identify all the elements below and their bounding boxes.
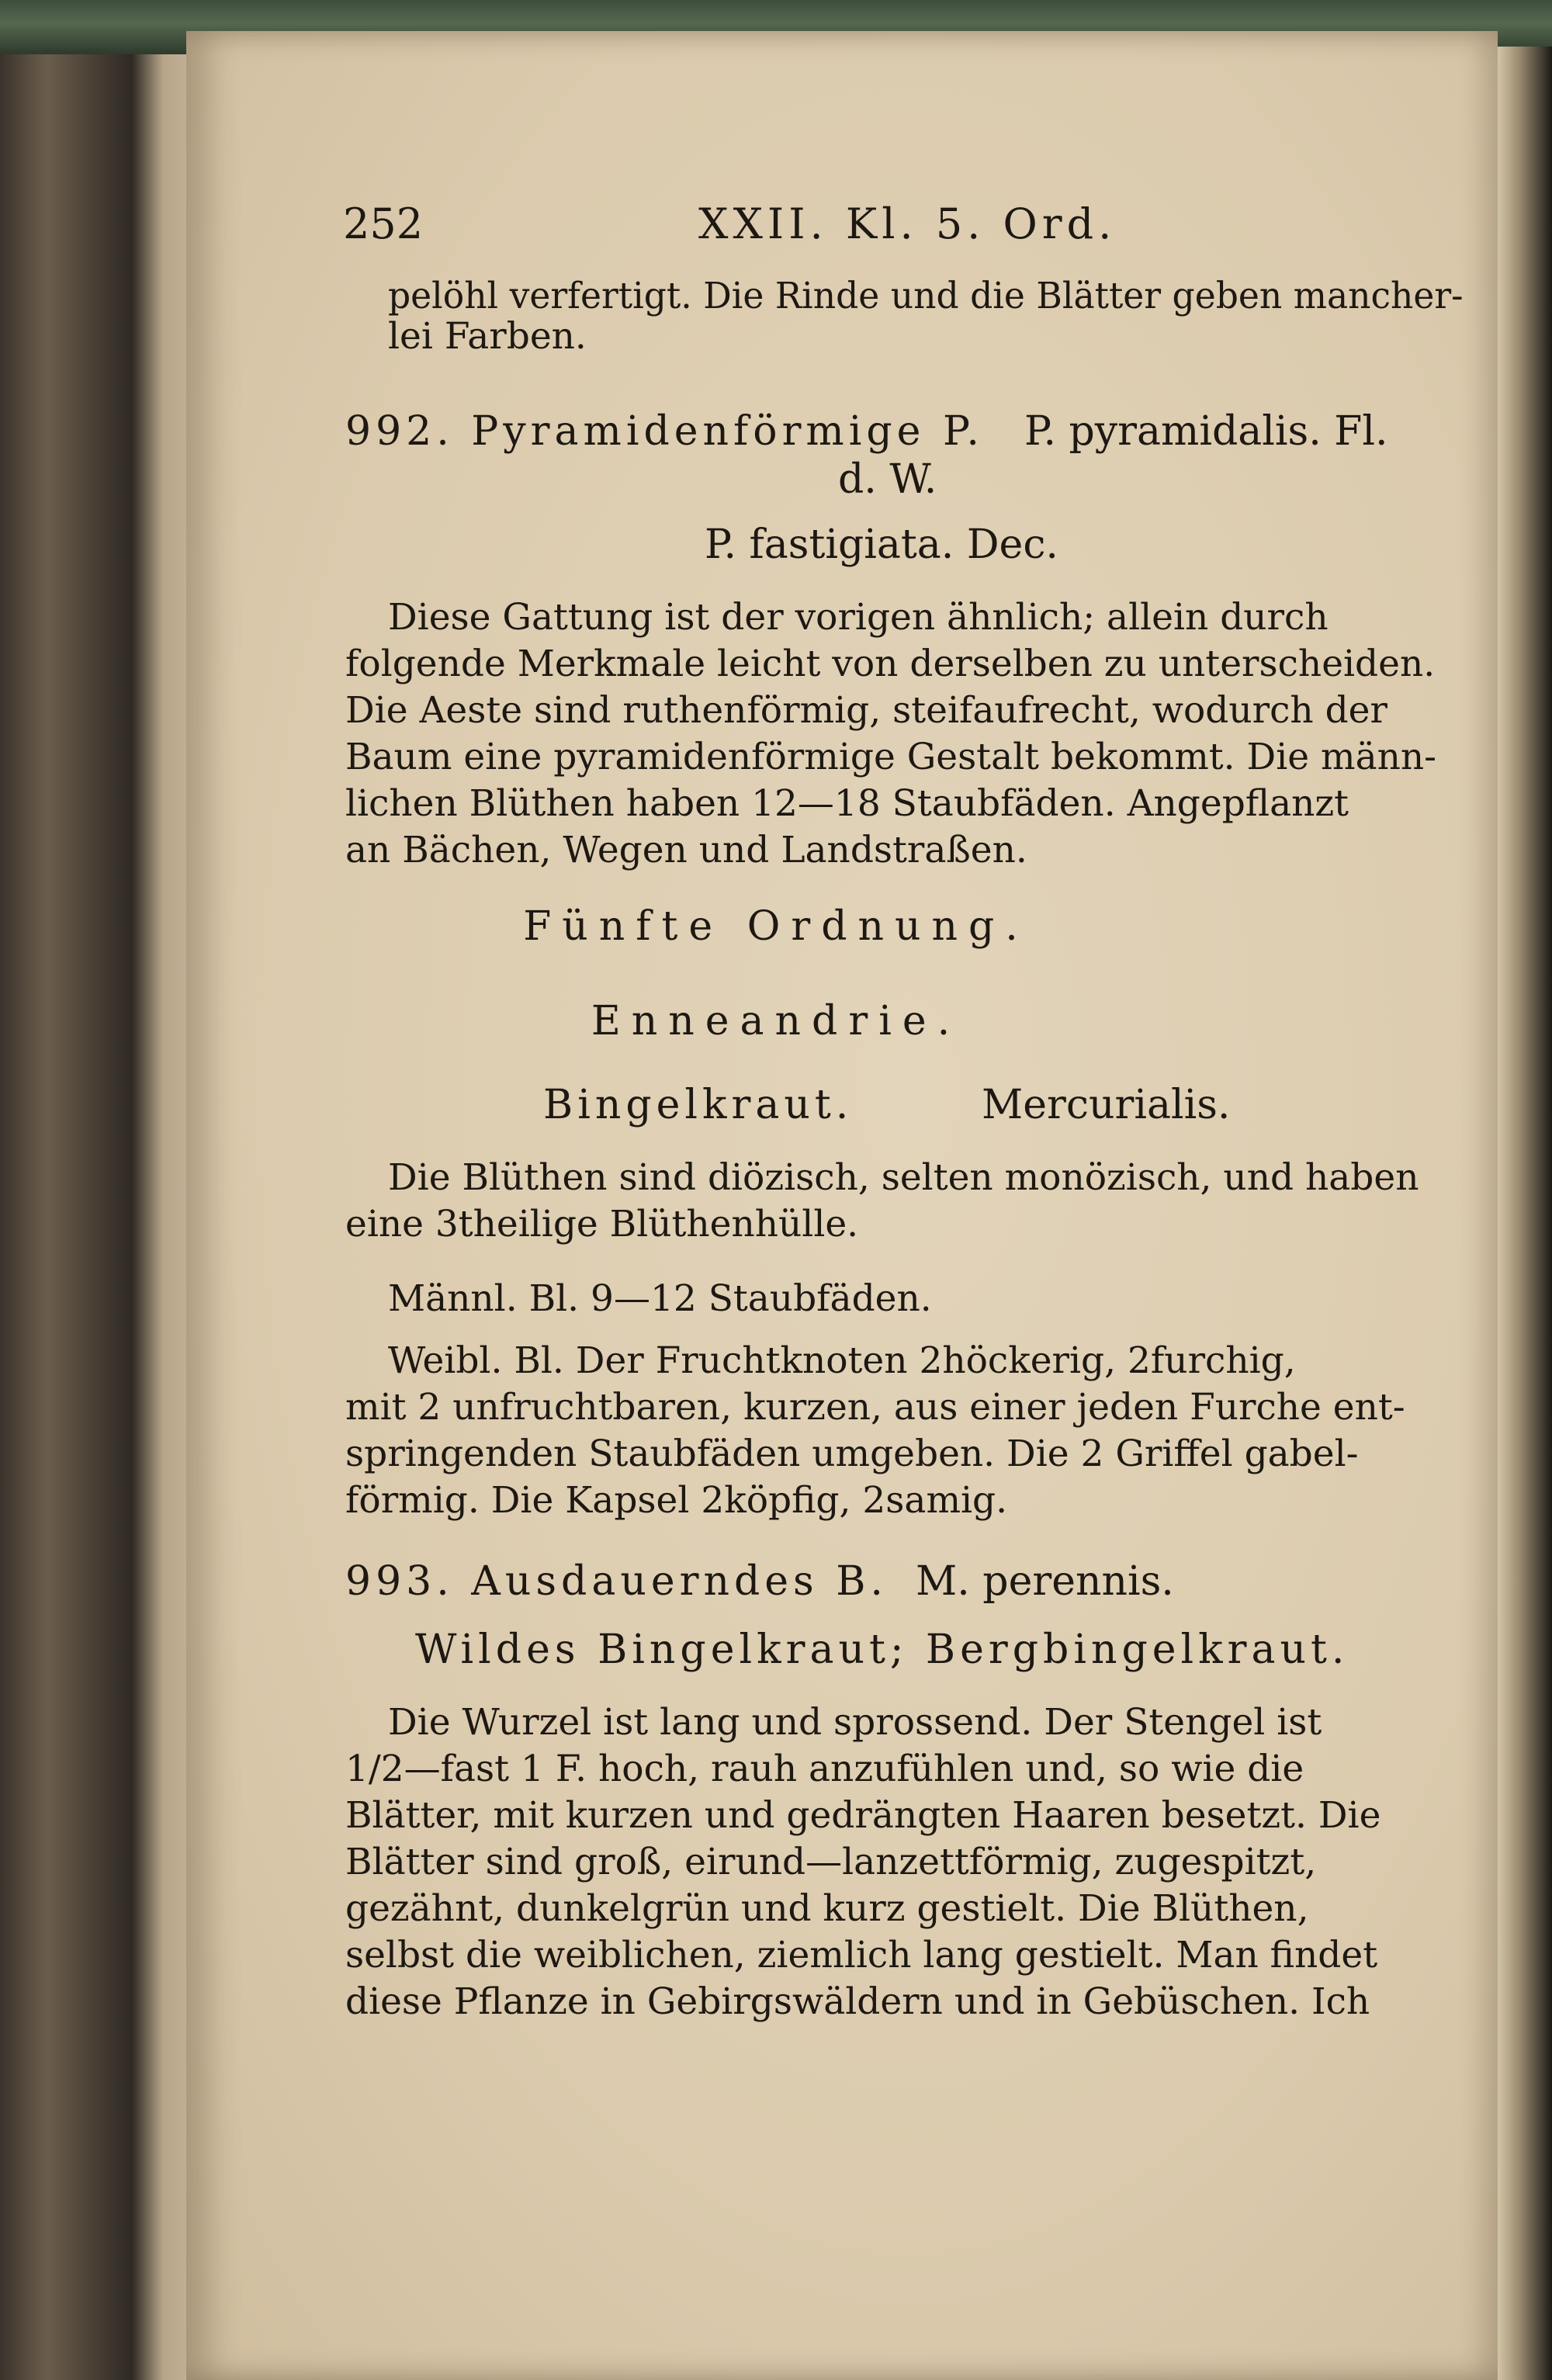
running-head: XXII. Kl. 5. Ord. [698, 199, 1117, 248]
species-latin-name: d. W. [838, 456, 937, 503]
genus-heading: Bingelkraut. [543, 1082, 854, 1128]
text-line: selbst die weiblichen, ziemlich lang gestielt. Man findet [345, 1934, 1378, 1976]
text-line: Die Wurzel ist lang und sprossend. Der Stengel ist [388, 1701, 1322, 1744]
text-line: eine 3theilige Blüthenhülle. [345, 1203, 859, 1245]
text-line: gezähnt, dunkelgrün und kurz gestielt. Die Blüthen, [345, 1887, 1309, 1930]
species-heading: 992. Pyramidenförmige P. [345, 408, 984, 455]
text-line: lei Farben. [388, 315, 587, 358]
text-line: Diese Gattung ist der vorigen ähnlich; allein durch [388, 596, 1329, 639]
text-line: mit 2 unfruchtbaren, kurzen, aus einer jeden Furche ent- [345, 1386, 1405, 1429]
text-line: folgende Merkmale leicht von derselben zu unterscheiden. [345, 643, 1436, 685]
text-line: Weibl. Bl. Der Fruchtknoten 2höckerig, 2furchig, [388, 1339, 1296, 1382]
text-line: Blätter sind groß, eirund—lanzettförmig, zugespitzt, [345, 1841, 1317, 1883]
class-heading: Enneandrie. [591, 998, 961, 1044]
text-line: Die Blüthen sind diözisch, selten monözisch, und haben [388, 1156, 1419, 1199]
text-line: 1/2—fast 1 F. hoch, rauh anzufühlen und, so wie die [345, 1748, 1304, 1790]
text-line: diese Pflanze in Gebirgswäldern und in Gebüschen. Ich [345, 1980, 1370, 2023]
text-line: Baum eine pyramidenförmige Gestalt bekommt. Die männ- [345, 736, 1437, 778]
common-names: Wildes Bingelkraut; Bergbingelkraut. [415, 1627, 1349, 1673]
text-line: förmig. Die Kapsel 2köpfig, 2samig. [345, 1479, 1008, 1522]
text-line: Die Aeste sind ruthenförmig, steifaufrecht, wodurch der [345, 689, 1387, 732]
species-heading: 993. Ausdauerndes B. [345, 1558, 888, 1605]
species-synonym: P. fastigiata. Dec. [705, 521, 1058, 568]
species-latin-name: M. perennis. [916, 1558, 1174, 1605]
text-line: pelöhl verfertigt. Die Rinde und die Blätter geben mancher- [388, 275, 1464, 317]
page-number: 252 [343, 199, 424, 248]
text-line: an Bächen, Wegen und Landstraßen. [345, 829, 1027, 871]
text-line: Blätter, mit kurzen und gedrängten Haaren besetzt. Die [345, 1794, 1381, 1837]
text-line: lichen Blüthen haben 12—18 Staubfäden. Angepflanzt [345, 782, 1349, 825]
order-heading: Fünfte Ordnung. [523, 903, 1029, 950]
text-line: Männl. Bl. 9—12 Staubfäden. [388, 1277, 932, 1320]
text-line: springenden Staubfäden umgeben. Die 2 Griffel gabel- [345, 1433, 1359, 1475]
genus-latin-name: Mercurialis. [982, 1082, 1231, 1128]
species-latin-name: P. pyramidalis. Fl. [1024, 408, 1388, 455]
